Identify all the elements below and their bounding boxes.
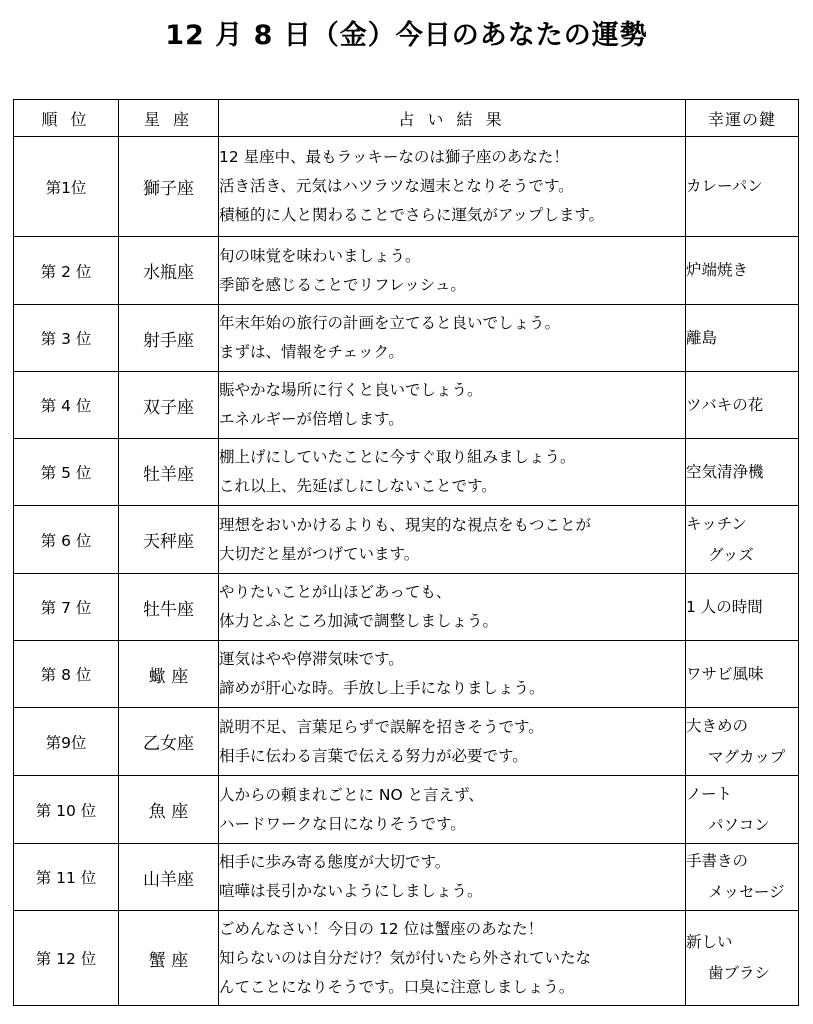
fortune-result-line: 知らないのは自分だけ？気が付いたら外されていたな: [219, 948, 592, 967]
fortune-result-line: 活き活き、元気はハツラツな週末となりそうです。: [219, 177, 574, 195]
lucky-key-line: 大きめの: [686, 716, 749, 735]
lucky-key-line: ノート: [686, 784, 733, 803]
fortune-result-line: ハードワークな日になりそうです。: [219, 814, 466, 833]
table-row: [14, 372, 799, 439]
fortune-result-cell: [219, 708, 686, 776]
rank-cell: 第 3 位: [14, 305, 119, 372]
fortune-table-body: [14, 137, 799, 1006]
lucky-key-cell: [686, 574, 799, 641]
fortune-result-line: 12 星座中、最もラッキーなのは獅子座のあなた！: [219, 148, 569, 166]
rank-cell: 第 4 位: [14, 372, 119, 439]
rank-cell: 第 8 位: [14, 641, 119, 708]
fortune-result-cell: [219, 439, 686, 506]
fortune-result-cell: [219, 911, 686, 1006]
fortune-result-line: ごめんなさい！今日の 12 位は蟹座のあなた！: [219, 919, 544, 938]
fortune-result-line: 大切だと星がつげています。: [219, 544, 420, 563]
fortune-result-line: 旬の味覚を味わいましょう。: [219, 246, 421, 265]
table-row: [14, 708, 799, 776]
lucky-key-cell: [686, 641, 799, 708]
rank-cell: 第 10 位: [14, 776, 119, 844]
lucky-key-line: 離島: [686, 328, 718, 347]
zodiac-sign-cell: 魚 座: [119, 776, 219, 844]
table-row: [14, 506, 799, 574]
fortune-result-line: 積極的に人と関わることでさらに運気がアップします。: [219, 206, 605, 224]
lucky-key-line: マグカップ: [708, 747, 786, 766]
lucky-key-cell: [686, 776, 799, 844]
table-row: [14, 305, 799, 372]
rank-cell: 第 2 位: [14, 237, 119, 305]
rank-cell: 第 12 位: [14, 911, 119, 1006]
header-rank: 順 位: [14, 100, 119, 137]
fortune-result-line: まずは、情報をチェック。: [219, 343, 404, 361]
rank-cell: 第 5 位: [14, 439, 119, 506]
header-sign: 星 座: [119, 100, 219, 137]
zodiac-sign-cell: 蠍 座: [119, 641, 219, 708]
fortune-result-line: 季節を感じることでリフレッシュ。: [219, 275, 466, 294]
lucky-key-line: グッズ: [708, 545, 754, 564]
page-title: 12 月 8 日（金）今日のあなたの運勢: [165, 20, 648, 51]
fortune-result-line: 年末年始の旅行の計画を立てると良いでしょう。: [219, 314, 561, 332]
lucky-key-line: パソコン: [708, 815, 770, 834]
lucky-key-line: ワサビ風味: [686, 664, 764, 683]
lucky-key-cell: [686, 137, 799, 237]
lucky-key-cell: [686, 305, 799, 372]
lucky-key-cell: [686, 911, 799, 1006]
zodiac-sign-cell: 双子座: [119, 372, 219, 439]
rank-cell: 第 11 位: [14, 844, 119, 911]
fortune-result-cell: [219, 641, 686, 708]
zodiac-sign-cell: 蟹 座: [119, 911, 219, 1006]
fortune-result-line: やりたいことが山ほどあっても、: [219, 583, 452, 601]
fortune-result-line: 賑やかな場所に行くと良いでしょう。: [219, 381, 483, 399]
fortune-result-line: 人からの頼まれごとに NO と言えず、: [219, 785, 484, 804]
zodiac-sign-cell: 牡羊座: [119, 439, 219, 506]
fortune-result-line: んてことになりそうです。口臭に注意しましょう。: [219, 977, 575, 996]
fortune-result-cell: [219, 372, 686, 439]
table-row: [14, 137, 799, 237]
lucky-key-cell: [686, 439, 799, 506]
fortune-result-line: エネルギーが倍増します。: [219, 410, 404, 428]
lucky-key-line: 手書きの: [686, 852, 749, 870]
lucky-key-line: 新しい: [686, 933, 733, 951]
lucky-key-line: カレーパン: [686, 177, 763, 195]
lucky-key-cell: [686, 708, 799, 776]
fortune-result-cell: [219, 776, 686, 844]
zodiac-sign-cell: 射手座: [119, 305, 219, 372]
rank-cell: 第 7 位: [14, 574, 119, 641]
fortune-result-line: 説明不足、言葉足らずで誤解を招きそうです。: [219, 717, 544, 736]
rank-cell: 第9位: [14, 708, 119, 776]
header-luck: 幸運の鍵: [686, 100, 799, 137]
lucky-key-line: 炉端焼き: [686, 261, 749, 279]
lucky-key-line: 歯ブラシ: [708, 964, 771, 982]
rank-cell: 第 6 位: [14, 506, 119, 574]
table-row: [14, 911, 799, 1006]
fortune-result-cell: [219, 237, 686, 305]
rank-cell: 第1位: [14, 137, 119, 237]
lucky-key-cell: [686, 844, 799, 911]
fortune-result-line: 喧嘩は長引かないようにしましょう。: [219, 882, 483, 900]
lucky-key-line: キッチン: [686, 514, 747, 533]
table-row: [14, 574, 799, 641]
fortune-result-line: 運気はやや停滞気味です。: [219, 650, 404, 668]
fortune-result-line: 相手に伝わる言葉で伝える努力が必要です。: [219, 746, 528, 765]
lucky-key-cell: [686, 372, 799, 439]
fortune-result-cell: [219, 506, 686, 574]
lucky-key-cell: [686, 237, 799, 305]
fortune-result-line: これ以上、先延ばしにしないことです。: [219, 477, 497, 495]
table-row: [14, 844, 799, 911]
fortune-result-line: 理想をおいかけるよりも、現実的な視点をもつことが: [219, 515, 592, 534]
lucky-key-cell: [686, 506, 799, 574]
fortune-result-line: 相手に歩み寄る態度が大切です。: [219, 853, 451, 871]
zodiac-sign-cell: 天秤座: [119, 506, 219, 574]
table-row: [14, 776, 799, 844]
header-result: 占 い 結 果: [219, 100, 686, 137]
lucky-key-line: メッセージ: [708, 883, 785, 901]
zodiac-sign-cell: 獅子座: [119, 137, 219, 237]
zodiac-sign-cell: 乙女座: [119, 708, 219, 776]
zodiac-sign-cell: 牡牛座: [119, 574, 219, 641]
fortune-result-line: 棚上げにしていたことに今すぐ取り組みましょう。: [219, 448, 576, 466]
table-header-row: [14, 100, 799, 137]
fortune-result-cell: [219, 574, 686, 641]
fortune-result-cell: [219, 305, 686, 372]
table-row: [14, 641, 799, 708]
fortune-result-cell: [219, 844, 686, 911]
fortune-result-line: 体力とふところ加減で調整しましょう。: [219, 612, 499, 630]
lucky-key-line: 1 人の時間: [686, 597, 763, 616]
lucky-key-line: ツバキの花: [686, 395, 764, 414]
zodiac-sign-cell: 山羊座: [119, 844, 219, 911]
fortune-result-line: 諦めが肝心な時。手放し上手になりましょう。: [219, 679, 545, 697]
table-row: [14, 237, 799, 305]
zodiac-sign-cell: 水瓶座: [119, 237, 219, 305]
lucky-key-line: 空気清浄機: [686, 462, 764, 481]
fortune-result-cell: [219, 137, 686, 237]
table-row: [14, 439, 799, 506]
fortune-table: [13, 99, 799, 1006]
